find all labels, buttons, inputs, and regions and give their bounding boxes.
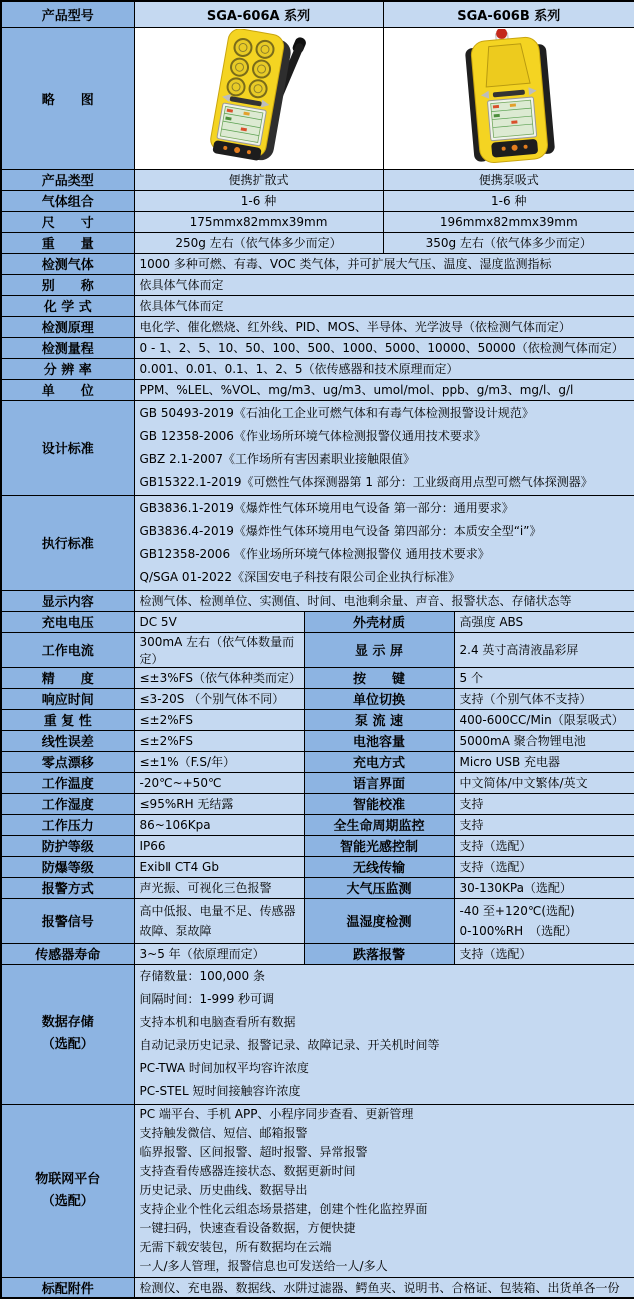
row-label: 全生命周期监控	[304, 814, 454, 835]
table-row	[1, 253, 634, 274]
standard-line: GB 50493-2019《石油化工企业可燃气体和有毒气体检测报警设计规范》	[139, 405, 534, 420]
label-line: 数据存储	[41, 1015, 94, 1030]
row-label: 工作电流	[1, 632, 134, 667]
table-row	[1, 232, 634, 253]
row-value: 依具体气体而定	[134, 274, 634, 295]
row-value: 400-600CC/Min（限泵吸式）	[454, 709, 634, 730]
table-row	[1, 379, 634, 400]
row-label: 工作湿度	[1, 793, 134, 814]
table-row	[1, 709, 634, 730]
row-label: 按 键	[304, 667, 454, 688]
exec-standard-cell	[134, 495, 634, 590]
series-a-header: SGA-606A 系列	[134, 1, 383, 27]
row-label	[1, 1104, 134, 1277]
row-label: 标配附件	[1, 1277, 134, 1298]
table-row	[1, 772, 634, 793]
table-row	[1, 295, 634, 316]
row-label: 化 学 式	[1, 295, 134, 316]
row-value: ≤95%RH 无结露	[134, 793, 304, 814]
row-label: 重 量	[1, 232, 134, 253]
row-value: 86~106Kpa	[134, 814, 304, 835]
row-value: 0 - 1、2、5、10、50、100、500、1000、5000、10000、50000（依检测气体而定）	[134, 337, 634, 358]
row-label: 响应时间	[1, 688, 134, 709]
row-value: 5 个	[454, 667, 634, 688]
row-value: 支持（选配）	[454, 835, 634, 856]
row-label: 工作压力	[1, 814, 134, 835]
iot-platform-cell	[134, 1104, 634, 1277]
feature-line: 支持触发微信、短信、邮箱报警	[139, 1126, 308, 1140]
row-value: 中文简体/中文繁体/英文	[454, 772, 634, 793]
row-value: 5000mA 聚合物锂电池	[454, 730, 634, 751]
row-label: 单 位	[1, 379, 134, 400]
diffusion-detector-image	[159, 29, 359, 167]
value-a: 1-6 种	[134, 190, 383, 211]
sketch-label: 略 图	[1, 27, 134, 169]
value-b: 350g 左右（依气体多少而定）	[383, 232, 634, 253]
row-label: 检测气体	[1, 253, 134, 274]
table-row	[1, 632, 634, 667]
value-line: -40 至+120℃(选配)	[459, 903, 575, 918]
row-label: 单位切换	[304, 688, 454, 709]
row-label: 报警方式	[1, 877, 134, 898]
row-value: 支持	[454, 814, 634, 835]
row-label: 智能校准	[304, 793, 454, 814]
row-value: PPM、%LEL、%VOL、mg/m3、ug/m3、umol/mol、ppb、g/m3、mg/l、g/l	[134, 379, 634, 400]
row-label: 精 度	[1, 667, 134, 688]
table-row	[1, 856, 634, 877]
row-value: 支持（选配）	[454, 856, 634, 877]
row-value: 0.001、0.01、0.1、1、2、5（依传感器和技术原理而定）	[134, 358, 634, 379]
row-label: 零点漂移	[1, 751, 134, 772]
feature-line: PC-TWA 时间加权平均容许浓度	[139, 1061, 309, 1075]
row-value: 支持（个别气体不支持）	[454, 688, 634, 709]
row-label	[1, 964, 134, 1104]
row-label: 设计标准	[1, 400, 134, 495]
feature-line: 支持企业个性化云组态场景搭建，创建个性化监控界面	[139, 1202, 428, 1216]
row-label: 智能光感控制	[304, 835, 454, 856]
standard-line: GB15322.1-2019《可燃性气体探测器第 1 部分：工业级商用点型可燃气体探测器》	[139, 474, 593, 489]
row-value: ExibⅡ CT4 Gb	[134, 856, 304, 877]
device-b-photo-cell	[383, 27, 634, 169]
label-line: （选配）	[41, 1037, 94, 1052]
row-label: 检测量程	[1, 337, 134, 358]
design-standard-cell	[134, 400, 634, 495]
value-b: 196mmx82mmx39mm	[383, 211, 634, 232]
feature-line: 历史记录、历史曲线、数据导出	[139, 1183, 308, 1197]
row-value: 高强度 ABS	[454, 611, 634, 632]
row-label: 气体组合	[1, 190, 134, 211]
row-value: 检测气体、检测单位、实测值、时间、电池剩余量、声音、报警状态、存储状态等	[134, 590, 634, 611]
row-label: 外壳材质	[304, 611, 454, 632]
table-row	[1, 751, 634, 772]
feature-line: 存储数量：100,000 条	[139, 969, 265, 983]
row-label: 检测原理	[1, 316, 134, 337]
table-row	[1, 1104, 634, 1277]
table-row	[1, 337, 634, 358]
standard-line: GBZ 2.1-2007《工作场所有害因素职业接触限值》	[139, 451, 416, 466]
row-value: ≤±2%FS	[134, 709, 304, 730]
label-line: 物联网平台	[35, 1171, 101, 1187]
row-label: 泵 流 速	[304, 709, 454, 730]
row-label: 报警信号	[1, 898, 134, 943]
row-label: 充电电压	[1, 611, 134, 632]
row-label: 工作温度	[1, 772, 134, 793]
row-label: 别 称	[1, 274, 134, 295]
row-value: ≤±2%FS	[134, 730, 304, 751]
row-label: 分 辨 率	[1, 358, 134, 379]
row-value: ≤3-20S （个别气体不同）	[134, 688, 304, 709]
table-row	[1, 358, 634, 379]
pump-detector-image	[409, 29, 609, 167]
feature-line: PC 端平台、手机 APP、小程序同步查看、更新管理	[139, 1107, 414, 1121]
value-b: 便携泵吸式	[383, 169, 634, 190]
table-row	[1, 211, 634, 232]
row-label: 执行标准	[1, 495, 134, 590]
data-storage-cell	[134, 964, 634, 1104]
table-row	[1, 964, 634, 1104]
table-row	[1, 814, 634, 835]
row-label: 防爆等级	[1, 856, 134, 877]
standard-line: GB3836.4-2019《爆炸性气体环境用电气设备 第四部分：本质安全型“i”》	[139, 523, 542, 538]
feature-line: 支持查看传感器连接状态、数据更新时间	[139, 1164, 356, 1178]
table-row	[1, 611, 634, 632]
table-row	[1, 877, 634, 898]
row-label: 温湿度检测	[304, 898, 454, 943]
table-row	[1, 190, 634, 211]
product-model-label: 产品型号	[1, 1, 134, 27]
standard-line: GB3836.1-2019《爆炸性气体环境用电气设备 第一部分：通用要求》	[139, 500, 514, 515]
value-a: 250g 左右（依气体多少而定）	[134, 232, 383, 253]
row-value: 声光振、可视化三色报警	[134, 877, 304, 898]
table-row	[1, 400, 634, 495]
table-row	[1, 169, 634, 190]
table-row	[1, 27, 634, 169]
row-value: 30-130KPa（选配）	[454, 877, 634, 898]
table-row	[1, 274, 634, 295]
table-row	[1, 316, 634, 337]
table-row	[1, 590, 634, 611]
series-b-header: SGA-606B 系列	[383, 1, 634, 27]
standard-line: GB 12358-2006《作业场所环境气体检测报警仪通用技术要求》	[139, 428, 486, 443]
row-label: 电池容量	[304, 730, 454, 751]
row-value: DC 5V	[134, 611, 304, 632]
row-label: 显 示 屏	[304, 632, 454, 667]
row-value: 支持（选配）	[454, 943, 634, 964]
row-value: 检测仪、充电器、数据线、水阱过滤器、鳄鱼夹、说明书、合格证、包装箱、出货单各一份	[134, 1277, 634, 1298]
table-row	[1, 835, 634, 856]
row-value: IP66	[134, 835, 304, 856]
value-a: 便携扩散式	[134, 169, 383, 190]
value-a: 175mmx82mmx39mm	[134, 211, 383, 232]
row-label: 尺 寸	[1, 211, 134, 232]
table-row	[1, 943, 634, 964]
table-row	[1, 793, 634, 814]
row-label: 线性误差	[1, 730, 134, 751]
row-value: 支持	[454, 793, 634, 814]
table-row	[1, 1277, 634, 1298]
feature-line: 临界报警、区间报警、超时报警、异常报警	[139, 1145, 368, 1159]
row-value: 300mA 左右（依气体数量而定）	[134, 632, 304, 667]
row-value: 1000 多种可燃、有毒、VOC 类气体，并可扩展大气压、温度、湿度监测指标	[134, 253, 634, 274]
feature-line: 支持本机和电脑查看所有数据	[139, 1015, 296, 1029]
row-label: 跌落报警	[304, 943, 454, 964]
feature-line: 自动记录历史记录、报警记录、故障记录、开关机时间等	[139, 1038, 440, 1052]
table-row	[1, 898, 634, 943]
row-value	[454, 898, 634, 943]
standard-line: Q/SGA 01-2022《深国安电子科技有限公司企业执行标准》	[139, 569, 461, 584]
value-line: 0-100%RH （选配）	[459, 923, 578, 938]
row-label: 产品类型	[1, 169, 134, 190]
feature-line: 间隔时间：1-999 秒可调	[139, 992, 275, 1006]
row-value: -20℃~+50℃	[134, 772, 304, 793]
row-label: 防护等级	[1, 835, 134, 856]
row-value: ≤±3%FS（依气体种类而定）	[134, 667, 304, 688]
row-label: 无线传输	[304, 856, 454, 877]
table-row	[1, 730, 634, 751]
feature-line: 一键扫码，快速查看设备数据，方便快捷	[139, 1221, 356, 1235]
feature-line: 无需下载安装包，所有数据均在云端	[139, 1240, 332, 1254]
row-label: 大气压监测	[304, 877, 454, 898]
table-row	[1, 667, 634, 688]
table-row	[1, 1, 634, 27]
label-line: （选配）	[41, 1193, 94, 1209]
row-value: 3~5 年（依原理而定）	[134, 943, 304, 964]
feature-line: 一人/多人管理，报警信息也可发送给一人/多人	[139, 1259, 388, 1273]
standard-line: GB12358-2006 《作业场所环境气体检测报警仪 通用技术要求》	[139, 546, 490, 561]
row-value: ≤±1%（F.S/年）	[134, 751, 304, 772]
table-row	[1, 495, 634, 590]
row-label: 显示内容	[1, 590, 134, 611]
row-value: 高中低报、电量不足、传感器故障、泵故障	[134, 898, 304, 943]
table-row	[1, 688, 634, 709]
row-label: 语言界面	[304, 772, 454, 793]
row-value: Micro USB 充电器	[454, 751, 634, 772]
row-value: 依具体气体而定	[134, 295, 634, 316]
value-b: 1-6 种	[383, 190, 634, 211]
row-value: 2.4 英寸高清液晶彩屏	[454, 632, 634, 667]
device-a-photo-cell	[134, 27, 383, 169]
row-label: 传感器寿命	[1, 943, 134, 964]
feature-line: PC-STEL 短时间接触容许浓度	[139, 1084, 301, 1098]
row-label: 充电方式	[304, 751, 454, 772]
row-label: 重 复 性	[1, 709, 134, 730]
row-value: 电化学、催化燃烧、红外线、PID、MOS、半导体、光学波导（依检测气体而定）	[134, 316, 634, 337]
